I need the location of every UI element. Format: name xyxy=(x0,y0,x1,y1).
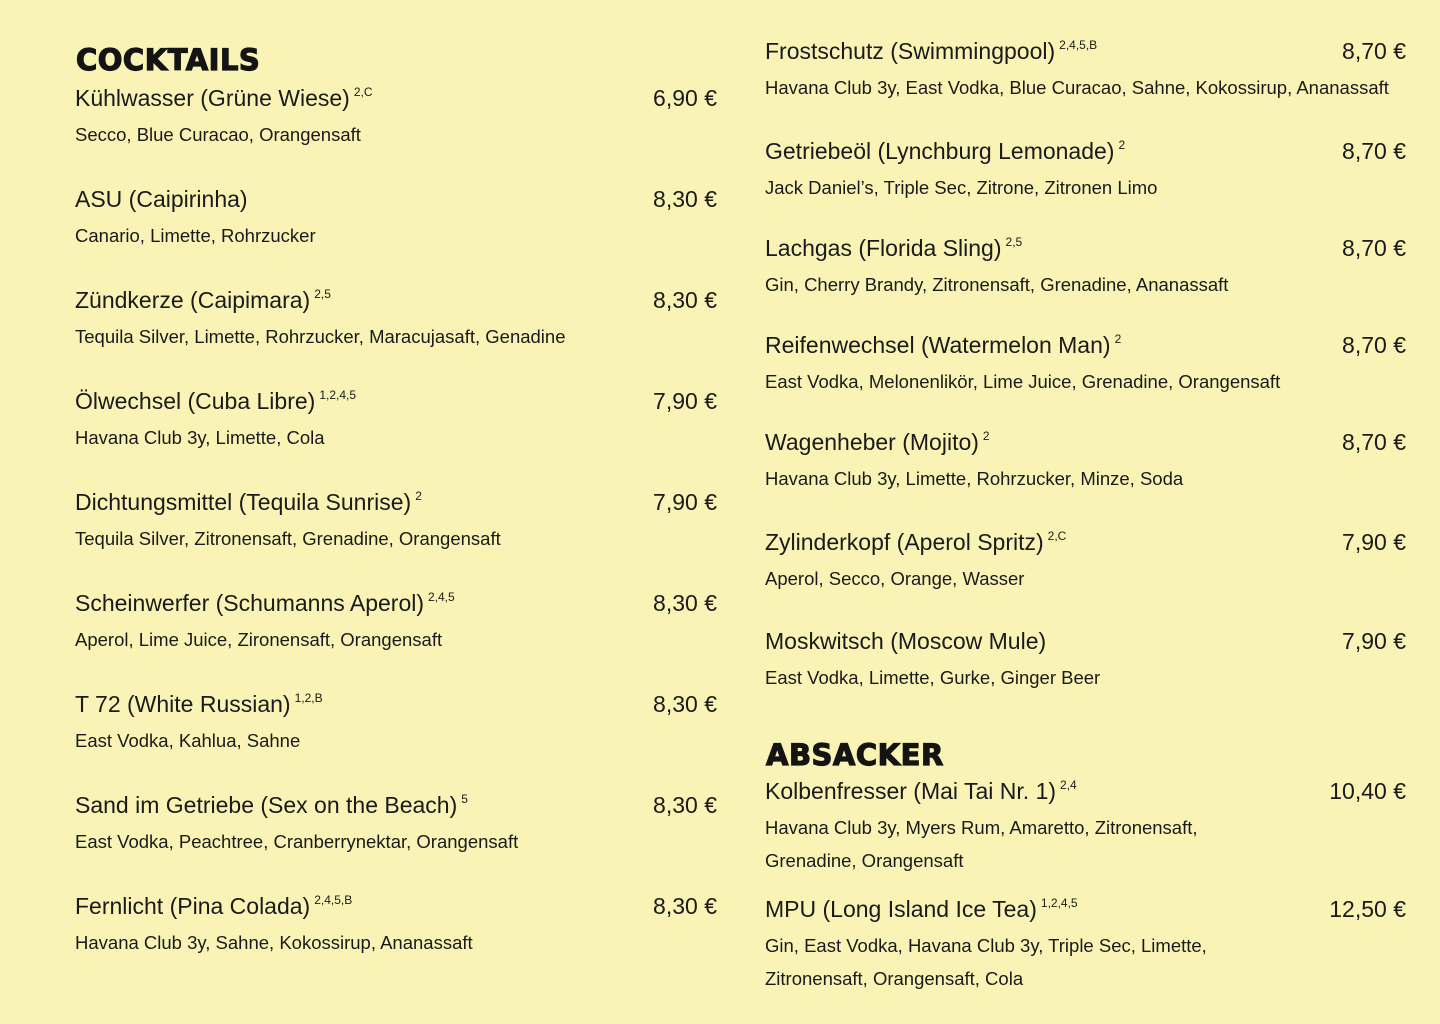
menu-item-name: Kolbenfresser (Mai Tai Nr. 1) $^{2,4}$ xyxy=(765,778,1077,804)
menu-item-name: Lachgas (Florida Sling) $^{2,5}$ xyxy=(765,235,1023,261)
menu-item-name: ASU (Caipirinha) xyxy=(75,186,248,212)
allergen-codes: 2,5 xyxy=(1005,235,1023,249)
menu-item-price: 8,70 € xyxy=(1342,38,1406,64)
menu-item-name: Reifenwechsel (Watermelon Man) $^2$ xyxy=(765,332,1122,358)
menu-item xyxy=(765,893,1406,995)
menu-item-name: Moskwitsch (Moscow Mule) xyxy=(765,628,1047,654)
menu-item-price: 8,30 € xyxy=(653,590,717,616)
menu-item-name: Zündkerze (Caipimara) $^{2,5}$ xyxy=(75,287,331,313)
allergen-codes: 2 xyxy=(415,489,422,503)
menu-item-ingredients: Havana Club 3y, Limette, Rohrzucker, Minze, Soda xyxy=(765,468,1184,489)
menu-item-ingredients: East Vodka, Melonenlikör, Lime Juice, Grenadine, Orangensaft xyxy=(765,371,1281,392)
menu-item-header xyxy=(765,426,1406,458)
menu-item-ingredients: East Vodka, Limette, Gurke, Ginger Beer xyxy=(765,667,1101,688)
menu-item xyxy=(765,232,1406,301)
menu-item-header xyxy=(75,688,717,720)
menu-item-ingredients: East Vodka, Kahlua, Sahne xyxy=(75,730,301,751)
menu-item-price: 6,90 € xyxy=(653,85,717,111)
menu-item-ingredients: Havana Club 3y, East Vodka, Blue Curacao, Sahne, Kokossirup, Ananassaft xyxy=(765,77,1389,98)
menu-item-ingredients: Canario, Limette, Rohrzucker xyxy=(75,225,316,246)
menu-item-price: 8,30 € xyxy=(653,186,717,212)
menu-item-header xyxy=(765,329,1406,361)
menu-item-name: Sand im Getriebe (Sex on the Beach) $^5$ xyxy=(75,792,468,818)
menu-item-header xyxy=(765,526,1406,558)
menu-item xyxy=(765,625,1406,694)
menu-item-header xyxy=(75,82,717,114)
menu-item-ingredients: Jack Daniel’s, Triple Sec, Zitrone, Zitronen Limo xyxy=(765,177,1158,198)
menu-item-header xyxy=(75,486,717,518)
allergen-codes: 1,2,4,5 xyxy=(319,388,357,402)
menu-item-name: Kühlwasser (Grüne Wiese) $^{2,C}$ xyxy=(75,85,373,111)
allergen-codes: 1,2,B xyxy=(294,691,323,705)
menu-item xyxy=(765,135,1406,204)
menu-item-price: 7,90 € xyxy=(1342,628,1406,654)
menu-item-price: 10,40 € xyxy=(1329,778,1406,804)
menu-item-ingredients: Secco, Blue Curacao, Orangensaft xyxy=(75,124,361,145)
menu-item-header xyxy=(765,893,1406,925)
menu-item-header xyxy=(765,775,1406,807)
menu-item-name: Fernlicht (Pina Colada) $^{2,4,5,B}$ xyxy=(75,893,353,919)
menu-item-ingredients: Gin, East Vodka, Havana Club 3y, Triple Sec, Limette, Zitronensaft, Orangensaft, Cola xyxy=(765,935,1207,989)
menu-item xyxy=(765,329,1406,398)
allergen-codes: 2,4 xyxy=(1060,778,1077,792)
menu-item-price: 8,70 € xyxy=(1342,235,1406,261)
menu-item-price: 7,90 € xyxy=(653,489,717,515)
menu-item-header xyxy=(75,587,717,619)
menu-item-name: MPU (Long Island Ice Tea) $^{1,2,4,5}$ xyxy=(765,896,1078,922)
menu-item xyxy=(75,183,717,252)
allergen-codes: 2,4,5,B xyxy=(1059,38,1098,52)
menu-item xyxy=(75,789,717,858)
menu-item-price: 8,30 € xyxy=(653,287,717,313)
menu-item-price: 8,70 € xyxy=(1342,332,1406,358)
allergen-codes: 2,4,5,B xyxy=(314,893,353,907)
menu-item-header xyxy=(765,232,1406,264)
menu-item-price: 8,30 € xyxy=(653,893,717,919)
menu-item xyxy=(75,284,717,353)
allergen-codes: 2,C xyxy=(353,85,373,99)
menu-item-header xyxy=(75,284,717,316)
menu-item xyxy=(765,775,1406,877)
menu-item-name: Frostschutz (Swimmingpool) $^{2,4,5,B}$ xyxy=(765,38,1098,64)
menu-item-ingredients: Havana Club 3y, Sahne, Kokossirup, Ananassaft xyxy=(75,932,473,953)
allergen-codes: 2,4,5 xyxy=(428,590,455,604)
menu-item-ingredients: Aperol, Lime Juice, Zironensaft, Orangensaft xyxy=(75,629,443,650)
menu-item-price: 12,50 € xyxy=(1329,896,1406,922)
menu-item xyxy=(75,385,717,454)
menu-item xyxy=(75,486,717,555)
menu-item-ingredients: Tequila Silver, Zitronensaft, Grenadine, Orangensaft xyxy=(75,528,501,549)
menu-item xyxy=(75,890,717,959)
allergen-codes: 2,C xyxy=(1047,529,1067,543)
menu-item-header xyxy=(765,625,1406,657)
section-title-cocktails: COCKTAILS xyxy=(76,43,261,77)
menu-item-header xyxy=(765,35,1406,67)
section-title-absacker: ABSACKER xyxy=(766,738,944,772)
allergen-codes: 2 xyxy=(982,429,990,443)
menu-item-name: Wagenheber (Mojito) $^2$ xyxy=(765,429,990,455)
allergen-codes: 5 xyxy=(461,792,468,806)
menu-item-header xyxy=(75,385,717,417)
menu-item-ingredients: Havana Club 3y, Myers Rum, Amaretto, Zitronensaft, Grenadine, Orangensaft xyxy=(765,817,1198,871)
menu-item xyxy=(75,688,717,757)
menu-item-name: Dichtungsmittel (Tequila Sunrise) $^2$ xyxy=(75,489,422,515)
menu-item xyxy=(765,35,1406,104)
menu-item-price: 8,30 € xyxy=(653,691,717,717)
menu-item-ingredients: Tequila Silver, Limette, Rohrzucker, Maracujasaft, Genadine xyxy=(75,326,566,347)
menu-item-price: 7,90 € xyxy=(653,388,717,414)
menu-item-header xyxy=(765,135,1406,167)
menu-item-price: 8,30 € xyxy=(653,792,717,818)
menu-item xyxy=(75,587,717,656)
menu-item-price: 7,90 € xyxy=(1342,529,1406,555)
menu-item-name: Ölwechsel (Cuba Libre) $^{1,2,4,5}$ xyxy=(75,388,357,414)
menu-item xyxy=(75,82,717,151)
menu-item-ingredients: East Vodka, Peachtree, Cranberrynektar, Orangensaft xyxy=(75,831,519,852)
menu-item-price: 8,70 € xyxy=(1342,429,1406,455)
menu-item-name: T 72 (White Russian) $^{1,2,B}$ xyxy=(75,691,323,717)
menu-item-price: 8,70 € xyxy=(1342,138,1406,164)
allergen-codes: 2 xyxy=(1118,138,1126,152)
allergen-codes: 2,5 xyxy=(314,287,331,301)
menu-item-header xyxy=(75,890,717,922)
menu-item-name: Scheinwerfer (Schumanns Aperol) $^{2,4,5}$ xyxy=(75,590,455,616)
menu-item xyxy=(765,426,1406,495)
allergen-codes: 2 xyxy=(1114,332,1122,346)
menu-item-name: Getriebeöl (Lynchburg Lemonade) $^2$ xyxy=(765,138,1126,164)
menu-item-header xyxy=(75,789,717,821)
menu-item-ingredients: Gin, Cherry Brandy, Zitronensaft, Grenadine, Ananassaft xyxy=(765,274,1229,295)
menu-item-ingredients: Havana Club 3y, Limette, Cola xyxy=(75,427,325,448)
allergen-codes: 1,2,4,5 xyxy=(1040,896,1078,910)
menu-item-name: Zylinderkopf (Aperol Spritz) $^{2,C}$ xyxy=(765,529,1067,555)
menu-item-ingredients: Aperol, Secco, Orange, Wasser xyxy=(765,568,1025,589)
menu-item xyxy=(765,526,1406,595)
menu-item-header xyxy=(75,183,717,215)
